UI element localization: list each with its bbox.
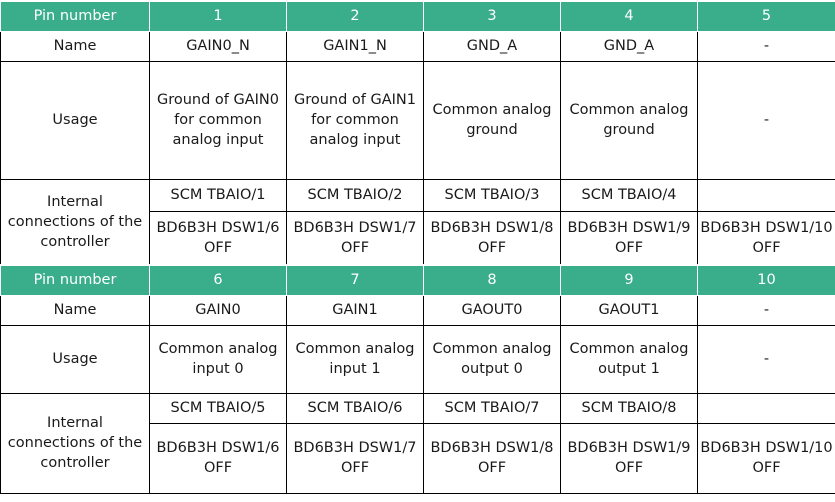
usage-row [1, 61, 835, 179]
usage-cell: Common analog output 0 [424, 325, 561, 393]
dsw-cell: BD6B3H DSW1/8 OFF [424, 211, 561, 265]
scm-cell: SCM TBAIO/3 [424, 179, 561, 211]
dsw-cell: BD6B3H DSW1/9 OFF [561, 423, 698, 493]
scm-cell [698, 393, 835, 423]
usage-label: Usage [1, 325, 150, 393]
scm-cell: SCM TBAIO/8 [561, 393, 698, 423]
usage-cell: Common analog input 0 [150, 325, 287, 393]
pin-name-cell: - [698, 31, 835, 61]
scm-cell: SCM TBAIO/1 [150, 179, 287, 211]
scm-cell: SCM TBAIO/4 [561, 179, 698, 211]
dsw-cell: BD6B3H DSW1/8 OFF [424, 423, 561, 493]
pin-number-label: Pin number [1, 1, 150, 31]
dsw-cell: BD6B3H DSW1/6 OFF [150, 211, 287, 265]
scm-connection-row [1, 179, 835, 211]
usage-cell: Common analog input 1 [287, 325, 424, 393]
usage-cell: Ground of GAIN0 for common analog input [150, 61, 287, 179]
scm-cell: SCM TBAIO/6 [287, 393, 424, 423]
usage-row [1, 325, 835, 393]
scm-cell [698, 179, 835, 211]
dsw-cell: BD6B3H DSW1/7 OFF [287, 211, 424, 265]
pin-number-cell: 9 [561, 265, 698, 295]
dsw-cell: BD6B3H DSW1/10 OFF [698, 423, 835, 493]
pin-number-header-row [1, 1, 835, 31]
pin-number-cell: 6 [150, 265, 287, 295]
scm-cell: SCM TBAIO/5 [150, 393, 287, 423]
usage-cell: - [698, 61, 835, 179]
dsw-cell: BD6B3H DSW1/6 OFF [150, 423, 287, 493]
pin-name-cell: GND_A [561, 31, 698, 61]
dsw-cell: BD6B3H DSW1/7 OFF [287, 423, 424, 493]
pin-number-header-row [1, 265, 835, 295]
name-row [1, 31, 835, 61]
usage-cell: - [698, 325, 835, 393]
scm-connection-row [1, 393, 835, 423]
pin-number-cell: 10 [698, 265, 835, 295]
scm-cell: SCM TBAIO/7 [424, 393, 561, 423]
pin-number-cell: 4 [561, 1, 698, 31]
internal-connections-label: Internal connections of the controller [1, 393, 150, 493]
pin-name-cell: GAIN1_N [287, 31, 424, 61]
pin-name-cell: GND_A [424, 31, 561, 61]
pin-number-cell: 5 [698, 1, 835, 31]
pin-name-cell: GAOUT0 [424, 295, 561, 325]
pin-name-cell: GAIN1 [287, 295, 424, 325]
pin-name-cell: GAIN0_N [150, 31, 287, 61]
pin-name-cell: - [698, 295, 835, 325]
name-row [1, 295, 835, 325]
pin-number-cell: 2 [287, 1, 424, 31]
name-label: Name [1, 295, 150, 325]
dsw-cell: BD6B3H DSW1/9 OFF [561, 211, 698, 265]
pin-name-cell: GAIN0 [150, 295, 287, 325]
usage-cell: Common analog output 1 [561, 325, 698, 393]
usage-cell: Common analog ground [424, 61, 561, 179]
scm-cell: SCM TBAIO/2 [287, 179, 424, 211]
dsw-cell: BD6B3H DSW1/10 OFF [698, 211, 835, 265]
pin-number-cell: 3 [424, 1, 561, 31]
pin-number-cell: 8 [424, 265, 561, 295]
name-label: Name [1, 31, 150, 61]
usage-cell: Ground of GAIN1 for common analog input [287, 61, 424, 179]
pin-number-label: Pin number [1, 265, 150, 295]
pin-number-cell: 1 [150, 1, 287, 31]
pin-number-cell: 7 [287, 265, 424, 295]
usage-label: Usage [1, 61, 150, 179]
usage-cell: Common analog ground [561, 61, 698, 179]
internal-connections-label: Internal connections of the controller [1, 179, 150, 265]
pin-name-cell: GAOUT1 [561, 295, 698, 325]
